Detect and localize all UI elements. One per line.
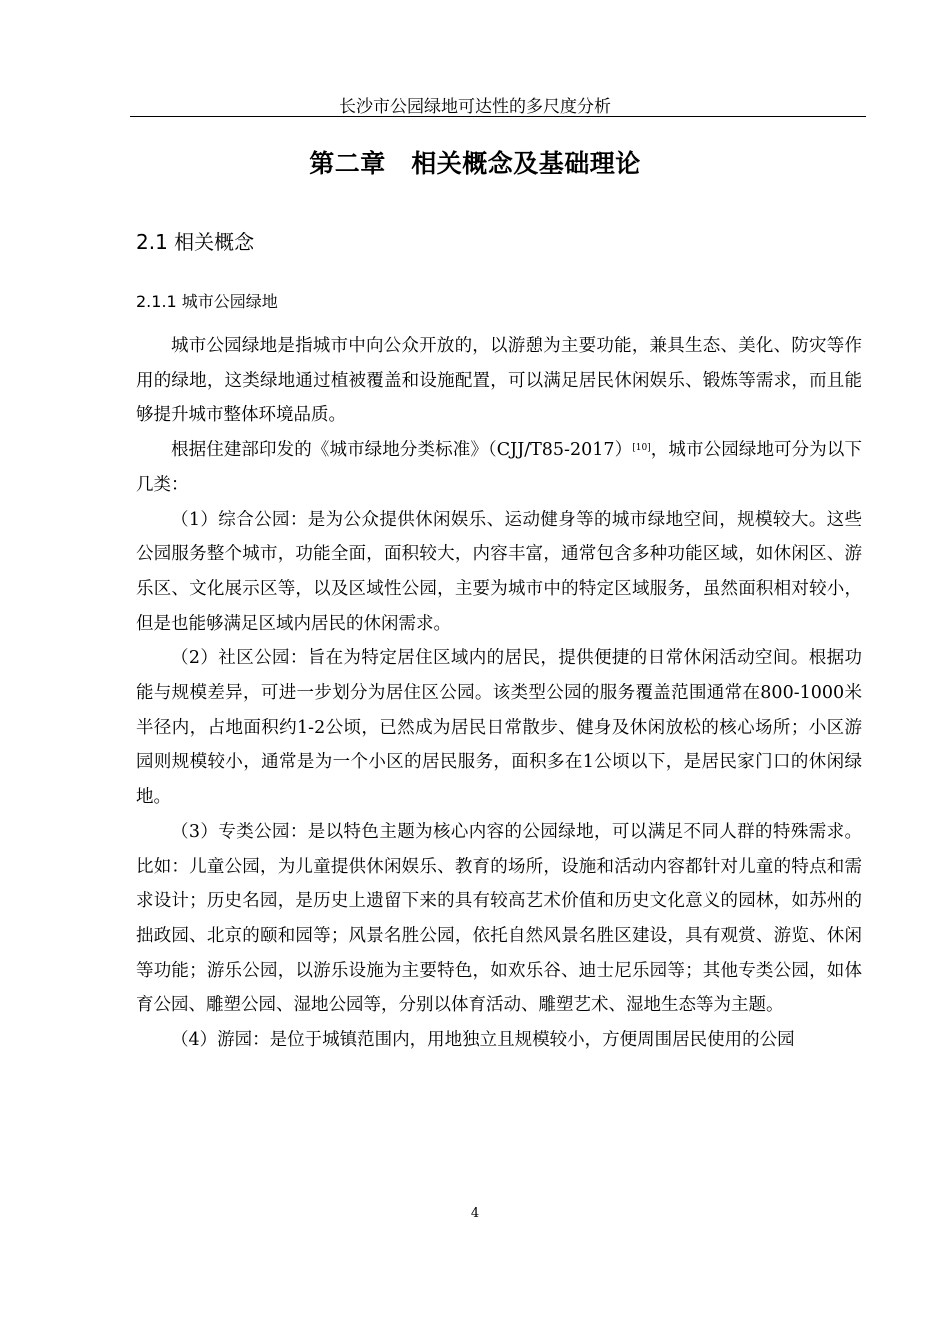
subsection-title: 2.1.1 城市公园绿地	[136, 292, 278, 311]
paragraph-community-park: （2）社区公园：旨在为特定居住区域内的居民，提供便捷的日常休闲活动空间。根据功能与规模差异，可进一步划分为居住区公园。该类型公园的服务覆盖范围通常在800-1000米半径内，占地面积约1-2公顷，已然成为居民日常散步、健身及休闲放松的核心场所；小区游园则规模较小，通常是为一个小区的居民服务，面积多在1公顷以下，是居民家门口的休闲绿地。	[136, 648, 862, 808]
paragraph-definition: 城市公园绿地是指城市中向公众开放的，以游憩为主要功能，兼具生态、美化、防灾等作用的绿地，这类绿地通过植被覆盖和设施配置，可以满足居民休闲娱乐、锻炼等需求，而且能够提升城市整体环境品质。	[136, 336, 862, 426]
classification-text-before: 根据住建部印发的《城市绿地分类标准》（CJJ/T85-2017）	[171, 440, 633, 461]
paragraph-garden: （4）游园：是位于城镇范围内，用地独立且规模较小，方便周围居民使用的公园	[171, 1030, 795, 1051]
citation-ref: [10]	[632, 443, 651, 454]
paragraph-comprehensive-park: （1）综合公园：是为公众提供休闲娱乐、运动健身等的城市绿地空间，规模较大。这些公园服务整个城市，功能全面，面积较大，内容丰富，通常包含多种功能区域，如休闲区、游乐区、文化展示区等，以及区域性公园，主要为城市中的特定区域服务，虽然面积相对较小，但是也能够满足区域内居民的休闲需求。	[136, 509, 862, 634]
page-number: 4	[470, 1206, 480, 1221]
body-text	[136, 329, 862, 1058]
chapter-title: 第二章 相关概念及基础理论	[309, 149, 641, 178]
paragraph-classification	[136, 433, 862, 502]
paragraph-specialized-park: （3）专类公园：是以特色主题为核心内容的公园绿地，可以满足不同人群的特殊需求。比如：儿童公园，为儿童提供休闲娱乐、教育的场所，设施和活动内容都针对儿童的特点和需求设计；历史名园，是历史上遗留下来的具有较高艺术价值和历史文化意义的园林，如苏州的拙政园、北京的颐和园等；风景名胜公园，依托自然风景名胜区建设，具有观赏、游览、休闲等功能；游乐公园，以游乐设施为主要特色，如欢乐谷、迪士尼乐园等；其他专类公园，如体育公园、雕塑公园、湿地公园等，分别以体育活动、雕塑艺术、湿地生态等为主题。	[136, 821, 862, 1016]
header-rule	[130, 116, 866, 117]
classification-text-after: ，城市公园绿地可分为以下几类：	[136, 440, 862, 495]
running-header: 长沙市公园绿地可达性的多尺度分析	[339, 97, 611, 117]
section-title: 2.1 相关概念	[136, 230, 255, 254]
